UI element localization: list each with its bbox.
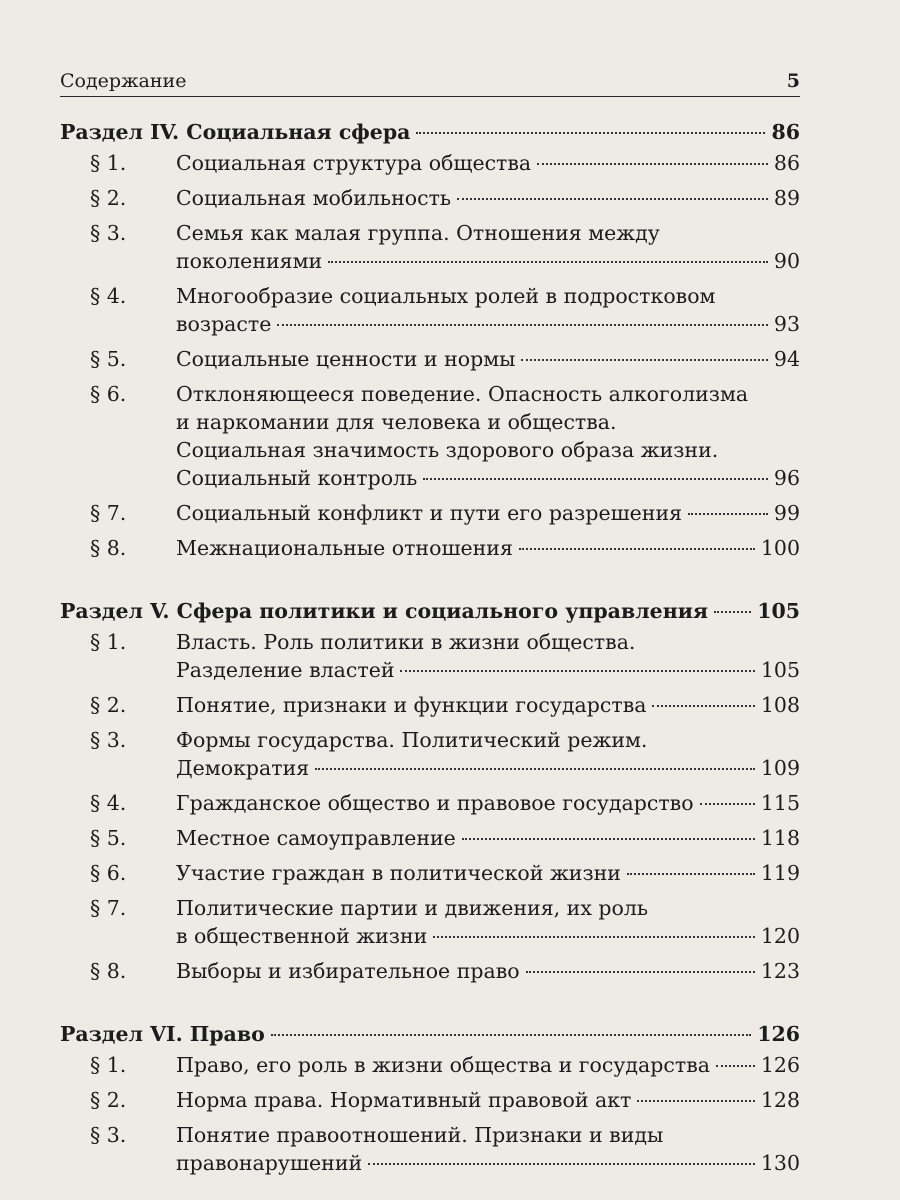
toc-item[interactable] — [60, 1051, 800, 1079]
dot-leader — [277, 324, 768, 326]
dot-leader — [537, 163, 768, 165]
item-body — [176, 184, 800, 212]
item-title-line: и наркомании для человека и общества. — [176, 410, 617, 434]
item-title-last-line — [176, 859, 800, 887]
paragraph-number: § 3. — [90, 221, 127, 245]
toc-item[interactable] — [60, 957, 800, 985]
item-body — [176, 380, 800, 492]
toc-item[interactable] — [60, 1086, 800, 1114]
table-of-contents — [60, 118, 800, 1184]
dot-leader — [521, 359, 767, 361]
dot-leader — [433, 936, 755, 938]
item-title-last-line — [176, 824, 800, 852]
paragraph-number: § 6. — [90, 382, 127, 406]
item-page: 123 — [760, 959, 800, 983]
item-title-last-line — [176, 149, 800, 177]
toc-section — [60, 1020, 800, 1177]
toc-item[interactable] — [60, 691, 800, 719]
item-title-last-line — [176, 345, 800, 373]
item-title-line: Местное самоуправление — [176, 826, 456, 850]
item-title-line: возрасте — [176, 312, 272, 336]
item-body — [176, 894, 800, 950]
toc-item[interactable] — [60, 824, 800, 852]
item-title-line: Отклоняющееся поведение. Опасность алкоголизма — [176, 382, 749, 406]
paragraph-number: § 8. — [90, 959, 127, 983]
dot-leader — [368, 1163, 755, 1165]
item-title-line: правонарушений — [176, 1151, 363, 1175]
item-title-line: Понятие, признаки и функции государства — [176, 693, 647, 717]
item-title-line: Формы государства. Политический режим. — [176, 728, 648, 752]
item-body — [176, 1086, 800, 1114]
item-page: 99 — [773, 501, 800, 525]
item-body — [176, 824, 800, 852]
section-gap — [60, 569, 800, 597]
item-body — [176, 345, 800, 373]
item-title-line: поколениями — [176, 249, 323, 273]
item-page: 108 — [760, 693, 800, 717]
item-title-line: Разделение властей — [176, 658, 395, 682]
item-title-last-line — [176, 310, 800, 338]
dot-leader — [526, 971, 755, 973]
item-title-line: Гражданское общество и правовое государство — [176, 791, 694, 815]
item-page: 119 — [760, 861, 800, 885]
dot-leader — [688, 513, 768, 515]
item-body — [176, 957, 800, 985]
item-body — [176, 726, 800, 782]
item-title-line: Власть. Роль политики в жизни общества. — [176, 630, 636, 654]
dot-leader — [328, 261, 768, 263]
paragraph-number: § 5. — [90, 826, 127, 850]
item-title-line: Демократия — [176, 756, 310, 780]
item-body — [176, 1121, 800, 1177]
toc-item[interactable] — [60, 184, 800, 212]
item-body — [176, 499, 800, 527]
item-page: 93 — [773, 312, 800, 336]
page-number: 5 — [786, 70, 800, 92]
dot-leader — [416, 132, 765, 134]
item-body — [176, 859, 800, 887]
toc-item[interactable] — [60, 219, 800, 275]
toc-item[interactable] — [60, 859, 800, 887]
section-heading[interactable] — [60, 597, 800, 625]
toc-item[interactable] — [60, 345, 800, 373]
item-title-line: Социальный конфликт и пути его разрешения — [176, 501, 683, 525]
item-page: 90 — [773, 249, 800, 273]
section-page: 126 — [757, 1022, 800, 1046]
section-page: 105 — [757, 599, 800, 623]
item-title-line: в общественной жизни — [176, 924, 428, 948]
toc-item[interactable] — [60, 282, 800, 338]
dot-leader — [627, 873, 755, 875]
paragraph-number: § 4. — [90, 284, 127, 308]
item-title-last-line — [176, 499, 800, 527]
item-page: 126 — [760, 1053, 800, 1077]
dot-leader — [315, 768, 755, 770]
item-page: 109 — [760, 756, 800, 780]
section-heading[interactable] — [60, 118, 800, 146]
paragraph-number: § 1. — [90, 1053, 127, 1077]
paragraph-number: § 5. — [90, 347, 127, 371]
paragraph-number: § 1. — [90, 630, 127, 654]
item-body — [176, 149, 800, 177]
paragraph-number: § 2. — [90, 693, 127, 717]
item-page: 86 — [773, 151, 800, 175]
item-title-last-line — [176, 789, 800, 817]
item-page: 100 — [760, 536, 800, 560]
dot-leader — [271, 1034, 751, 1036]
item-page: 94 — [773, 347, 800, 371]
paragraph-number: § 6. — [90, 861, 127, 885]
running-head-title: Содержание — [60, 70, 187, 92]
item-title-line: Право, его роль в жизни общества и государства — [176, 1053, 710, 1077]
item-title-last-line — [176, 691, 800, 719]
item-title-line: Межнациональные отношения — [176, 536, 513, 560]
item-body — [176, 789, 800, 817]
dot-leader — [519, 548, 755, 550]
item-page: 118 — [760, 826, 800, 850]
item-title-last-line — [176, 534, 800, 562]
item-title-last-line — [176, 247, 800, 275]
item-page: 115 — [760, 791, 800, 815]
section-title: Раздел VI. Право — [60, 1022, 265, 1046]
toc-item[interactable] — [60, 894, 800, 950]
section-heading[interactable] — [60, 1020, 800, 1048]
running-head — [60, 70, 800, 97]
paragraph-number: § 7. — [90, 896, 127, 920]
item-title-line: Социальный контроль — [176, 466, 418, 490]
paragraph-number: § 2. — [90, 1088, 127, 1112]
item-body — [176, 628, 800, 684]
item-title-line: Понятие правоотношений. Признаки и виды — [176, 1123, 664, 1147]
item-title-last-line — [176, 184, 800, 212]
paragraph-number: § 4. — [90, 791, 127, 815]
item-body — [176, 282, 800, 338]
paragraph-number: § 1. — [90, 151, 127, 175]
toc-item[interactable] — [60, 499, 800, 527]
item-title-last-line — [176, 656, 800, 684]
dot-leader — [457, 198, 768, 200]
item-title-last-line — [176, 957, 800, 985]
paragraph-number: § 2. — [90, 186, 127, 210]
item-title-last-line — [176, 922, 800, 950]
item-title-line: Многообразие социальных ролей в подростковом — [176, 284, 716, 308]
item-title-last-line — [176, 464, 800, 492]
item-body — [176, 1051, 800, 1079]
item-body — [176, 219, 800, 275]
dot-leader — [652, 705, 754, 707]
dot-leader — [700, 803, 755, 805]
toc-item[interactable] — [60, 149, 800, 177]
toc-item[interactable] — [60, 726, 800, 782]
item-title-last-line — [176, 1149, 800, 1177]
item-title-line: Социальная значимость здорового образа жизни. — [176, 438, 719, 462]
item-page: 105 — [760, 658, 800, 682]
toc-item[interactable] — [60, 789, 800, 817]
toc-section — [60, 118, 800, 562]
item-title-line: Семья как малая группа. Отношения между — [176, 221, 660, 245]
item-title-last-line — [176, 1086, 800, 1114]
item-page: 89 — [773, 186, 800, 210]
item-page: 96 — [773, 466, 800, 490]
dot-leader — [400, 670, 754, 672]
item-page: 128 — [760, 1088, 800, 1112]
dot-leader — [637, 1100, 754, 1102]
dot-leader — [423, 478, 768, 480]
dot-leader — [716, 1065, 755, 1067]
paragraph-number: § 8. — [90, 536, 127, 560]
item-body — [176, 534, 800, 562]
item-page: 130 — [760, 1151, 800, 1175]
toc-section — [60, 597, 800, 985]
section-page: 86 — [771, 120, 800, 144]
item-title-last-line — [176, 1051, 800, 1079]
toc-item[interactable] — [60, 1121, 800, 1177]
paragraph-number: § 7. — [90, 501, 127, 525]
item-title-line: Выборы и избирательное право — [176, 959, 520, 983]
item-title-line: Норма права. Нормативный правовой акт — [176, 1088, 632, 1112]
item-title-line: Социальные ценности и нормы — [176, 347, 516, 371]
item-body — [176, 691, 800, 719]
dot-leader — [714, 611, 751, 613]
item-title-line: Социальная структура общества — [176, 151, 532, 175]
item-title-last-line — [176, 754, 800, 782]
section-gap — [60, 992, 800, 1020]
toc-item[interactable] — [60, 380, 800, 492]
section-title: Раздел V. Сфера политики и социального управления — [60, 599, 709, 623]
toc-item[interactable] — [60, 534, 800, 562]
paragraph-number: § 3. — [90, 728, 127, 752]
item-title-line: Социальная мобильность — [176, 186, 452, 210]
section-title: Раздел IV. Социальная сфера — [60, 120, 411, 144]
paragraph-number: § 3. — [90, 1123, 127, 1147]
item-title-line: Политические партии и движения, их роль — [176, 896, 649, 920]
item-title-line: Участие граждан в политической жизни — [176, 861, 621, 885]
toc-item[interactable] — [60, 628, 800, 684]
item-page: 120 — [760, 924, 800, 948]
dot-leader — [462, 838, 755, 840]
